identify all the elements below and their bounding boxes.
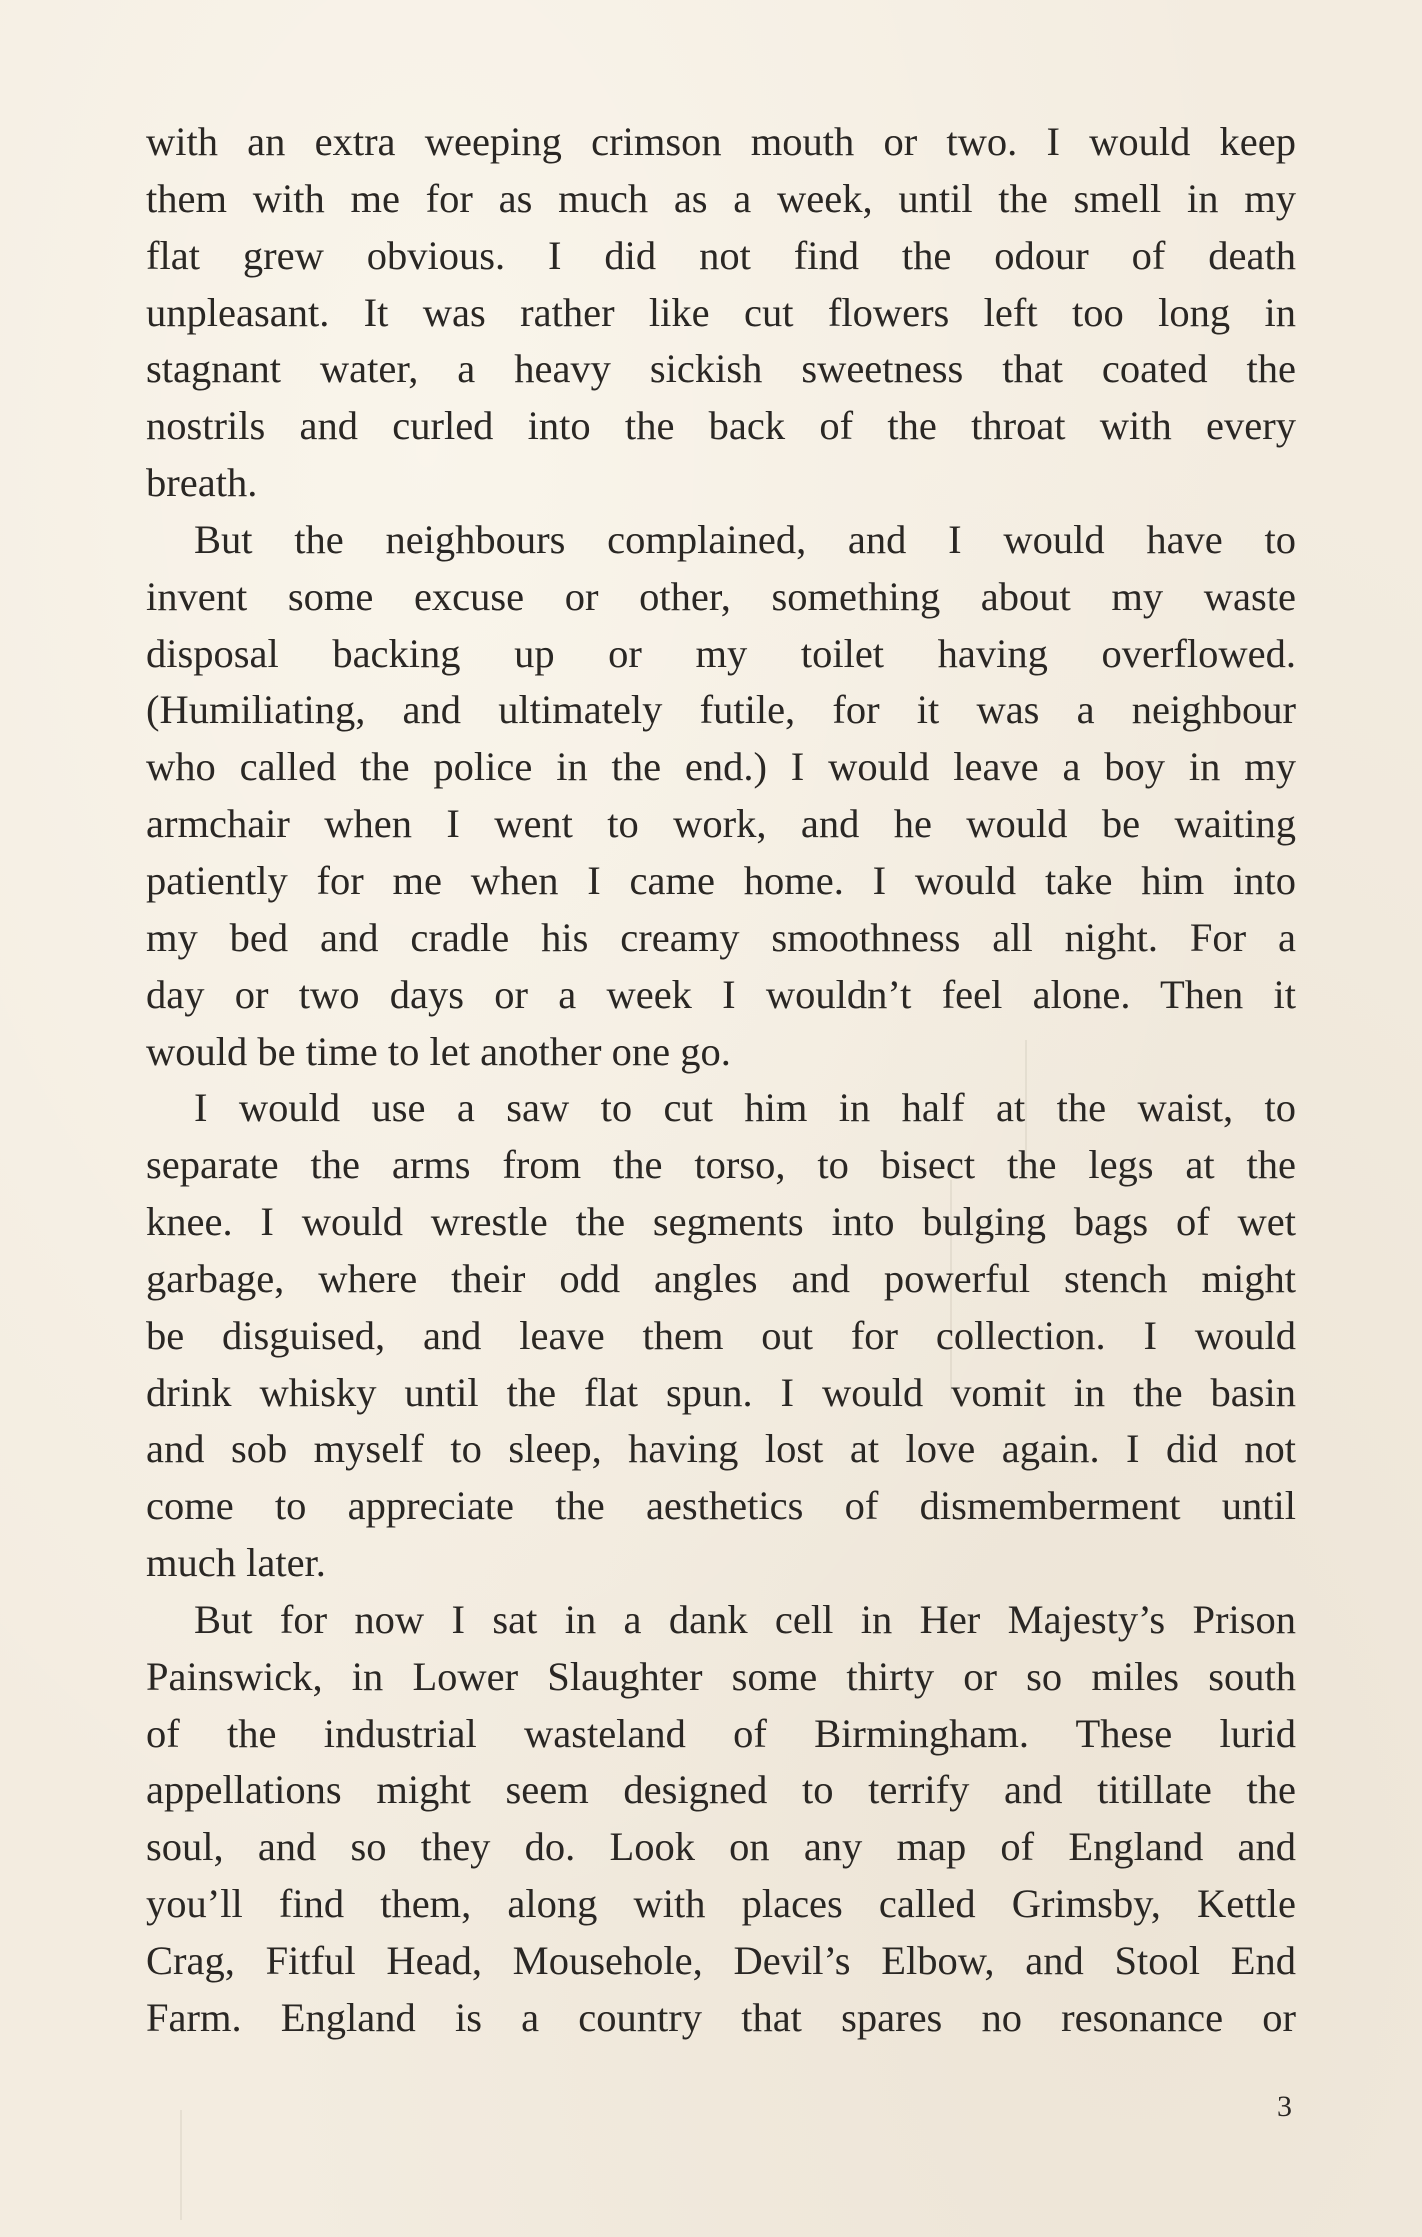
text-line: soul, and so they do. Look on any map of England and xyxy=(146,1824,1296,1870)
text-line: separate the arms from the torso, to bisect the legs at the xyxy=(146,1142,1296,1188)
text-line: stagnant water, a heavy sickish sweetness that coated the xyxy=(146,346,1296,392)
paragraph xyxy=(146,1592,1296,2047)
text-line: Painswick, in Lower Slaughter some thirty or so miles south xyxy=(146,1653,1296,1699)
text-line: invent some excuse or other, something about my waste xyxy=(146,573,1296,619)
text-line: would be time to let another one go. xyxy=(146,1028,731,1074)
text-line: Farm. England is a country that spares no resonance or xyxy=(146,1994,1296,2040)
text-line: my bed and cradle his creamy smoothness all night. For a xyxy=(146,914,1296,960)
text-line: with an extra weeping crimson mouth or two. I would keep xyxy=(146,119,1296,164)
paragraph xyxy=(146,512,1296,1080)
text-line: breath. xyxy=(146,460,258,506)
paragraph xyxy=(146,1080,1296,1592)
text-line: come to appreciate the aesthetics of dismemberment until xyxy=(146,1483,1296,1529)
text-line: be disguised, and leave them out for collection. I would xyxy=(146,1312,1296,1358)
show-through-mark xyxy=(180,2110,182,2220)
text-line: nostrils and curled into the back of the throat with every xyxy=(146,403,1296,449)
text-line: of the industrial wasteland of Birmingham. These lurid xyxy=(146,1710,1296,1756)
text-line: (Humiliating, and ultimately futile, for it was a neighbour xyxy=(146,687,1296,733)
page-number: 3 xyxy=(1277,2090,1292,2123)
text-line: unpleasant. It was rather like cut flowers left too long in xyxy=(146,289,1296,335)
text-line: and sob myself to sleep, having lost at love again. I did not xyxy=(146,1426,1296,1472)
text-line: you’ll find them, along with places called Grimsby, Kettle xyxy=(146,1881,1296,1927)
paragraph xyxy=(146,114,1296,512)
text-line: flat grew obvious. I did not find the odour of death xyxy=(146,232,1296,278)
text-line: drink whisky until the flat spun. I would vomit in the basin xyxy=(146,1369,1296,1415)
text-line: disposal backing up or my toilet having overflowed. xyxy=(146,630,1296,676)
text-line: them with me for as much as a week, until the smell in my xyxy=(146,175,1296,221)
text-line: armchair when I went to work, and he would be waiting xyxy=(146,801,1296,847)
text-line: garbage, where their odd angles and powerful stench might xyxy=(146,1255,1296,1301)
text-line: much later. xyxy=(146,1540,326,1586)
body-text xyxy=(146,114,1296,2047)
text-line: I would use a saw to cut him in half at the waist, to xyxy=(194,1085,1296,1131)
text-line: day or two days or a week I wouldn’t feel alone. Then it xyxy=(146,971,1296,1017)
text-line: knee. I would wrestle the segments into bulging bags of wet xyxy=(146,1199,1296,1245)
text-line: who called the police in the end.) I would leave a boy in my xyxy=(146,744,1296,790)
text-line: But the neighbours complained, and I would have to xyxy=(194,516,1296,562)
text-line: patiently for me when I came home. I would take him into xyxy=(146,857,1296,903)
text-line: But for now I sat in a dank cell in Her Majesty’s Prison xyxy=(194,1596,1296,1642)
text-line: appellations might seem designed to terrify and titillate the xyxy=(146,1767,1296,1813)
text-line: Crag, Fitful Head, Mousehole, Devil’s Elbow, and Stool End xyxy=(146,1938,1296,1983)
